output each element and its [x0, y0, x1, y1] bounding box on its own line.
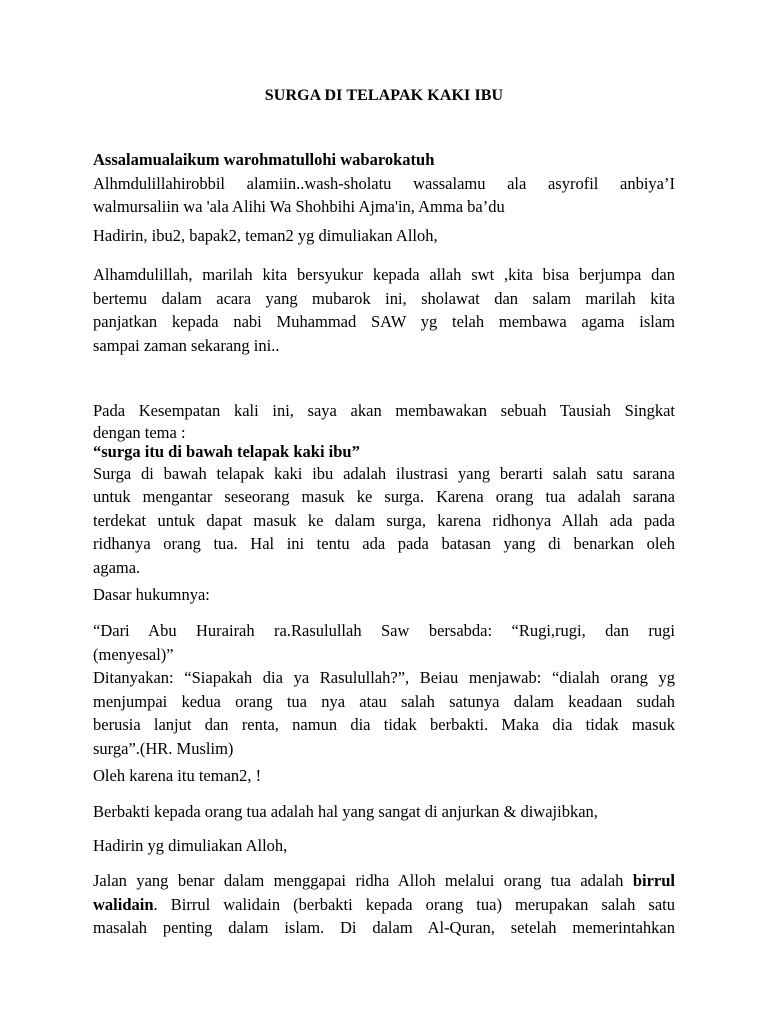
greeting-line: walmursaliin wa 'ala Alihi Wa Shohbihi Ajma'in, Amma ba’du [93, 197, 505, 216]
closing-bold-term: walidain [93, 894, 154, 914]
closing-line: masalah penting dalam islam. Di dalam Al-Quran, setelah memerintahkan [93, 918, 675, 937]
theme-line: Surga di bawah telapak kaki ibu adalah ilustrasi yang berarti salah satu sarana [93, 463, 675, 483]
theme-line: Pada Kesempatan kali ini, saya akan membawakan sebuah Tausiah Singkat [93, 401, 675, 420]
closing-text: . Birrul walidain (berbakti kepada orang tua) merupakan salah satu [153, 894, 675, 914]
closing-line [93, 893, 675, 917]
basis-paragraph [93, 583, 675, 607]
theme-paragraph [93, 399, 675, 579]
theme-line: agama. [93, 557, 141, 577]
hadith-line: berusia lanjut dan renta, namun dia tidak berbakti. Maka dia tidak masuk [93, 715, 675, 734]
opening-line: Alhamdulillah, marilah kita bersyukur kepada allah swt ,kita bisa berjumpa dan [93, 265, 675, 284]
address-paragraph [93, 834, 675, 858]
address-paragraph [93, 224, 675, 248]
theme-line: dengan tema : [93, 422, 186, 442]
duty-paragraph [93, 800, 675, 824]
duty-line: Berbakti kepada orang tua adalah hal yang sangat di anjurkan & diwajibkan, [93, 802, 598, 821]
address-line: Hadirin, ibu2, bapak2, teman2 yg dimuliakan Alloh, [93, 226, 438, 245]
closing-line [93, 869, 675, 893]
hadith-line: (menyesal)” [93, 644, 174, 664]
opening-line: bertemu dalam acara yang mubarok ini, sholawat dan salam marilah kita [93, 288, 675, 308]
salam-line: Assalamualaikum warohmatullohi wabarokatuh [93, 150, 435, 169]
theme-line: terdekat untuk dapat masuk ke dalam surga, karena ridhonya Allah ada pada [93, 510, 675, 530]
opening-line: panjatkan kepada nabi Muhammad SAW yg telah membawa agama islam [93, 312, 675, 331]
closing-text: Jalan yang benar dalam menggapai ridha Alloh melalui orang tua adalah [93, 871, 633, 890]
opening-line: sampai zaman sekarang ini.. [93, 335, 280, 355]
hadith-line: surga”.(HR. Muslim) [93, 738, 234, 758]
basis-label: Dasar hukumnya: [93, 585, 210, 604]
hadith-line: menjumpai kedua orang tua nya atau salah satunya dalam keadaan sudah [93, 691, 675, 711]
hadith-paragraph [93, 619, 675, 760]
greeting-line: Alhmdulillahirobbil alamiin..wash-sholatu wassalamu ala asyrofil anbiya’I [93, 173, 675, 193]
document-title: SURGA DI TELAPAK KAKI IBU [264, 87, 504, 104]
theme-line: ridhanya orang tua. Hal ini tentu ada pada batasan yang di benarkan oleh [93, 534, 675, 553]
theme-quote: “surga itu di bawah telapak kaki ibu” [93, 441, 360, 461]
greeting-paragraph [93, 148, 675, 219]
closing-paragraph [93, 869, 675, 940]
therefore-line: Oleh karena itu teman2, ! [93, 766, 262, 785]
address-line: Hadirin yg dimuliakan Alloh, [93, 836, 288, 855]
theme-line: untuk mengantar seseorang masuk ke surga. Karena orang tua adalah sarana [93, 487, 675, 506]
hadith-line: “Dari Abu Hurairah ra.Rasulullah Saw bersabda: “Rugi,rugi, dan rugi [93, 621, 675, 640]
hadith-line: Ditanyakan: “Siapakah dia ya Rasulullah?”, Beiau menjawab: “dialah orang yg [93, 668, 675, 687]
closing-bold-term: birrul [632, 871, 675, 890]
therefore-paragraph [93, 764, 675, 788]
opening-paragraph [93, 263, 675, 357]
